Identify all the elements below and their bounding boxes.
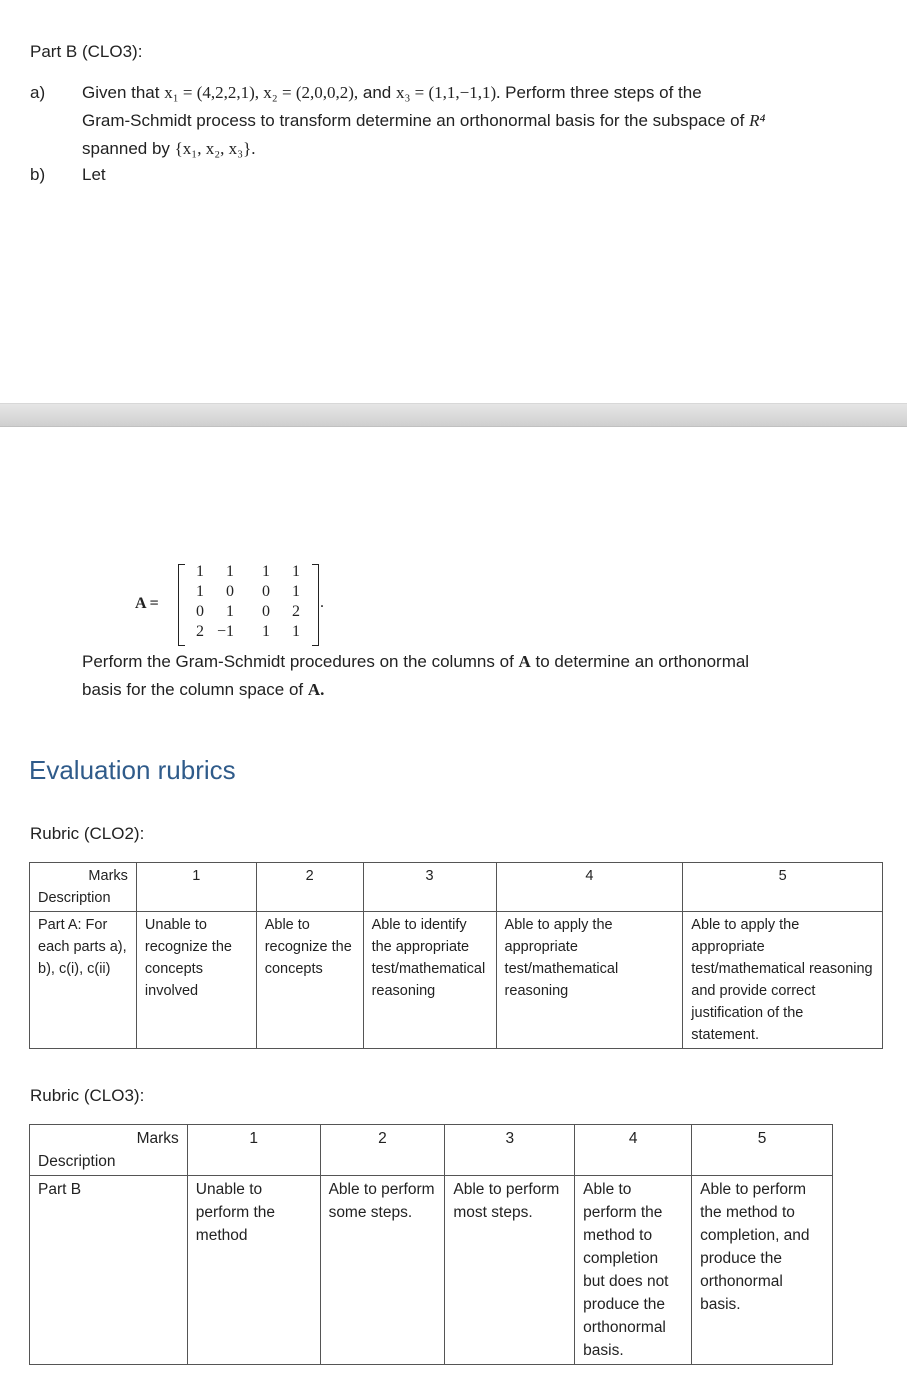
rubric-clo2-mark: 1: [136, 863, 256, 912]
matrix-entry: 1: [262, 563, 270, 580]
rubric-clo2-mark: 2: [256, 863, 363, 912]
rubric-clo3-cell: Unable to perform the method: [187, 1176, 320, 1365]
instruction-line2: [82, 676, 324, 704]
matrix-label: A =: [135, 595, 159, 612]
rubric-clo3-mark: 3: [445, 1125, 575, 1176]
matrix-entry: 2: [196, 623, 204, 640]
matrix-entry: 1: [196, 563, 204, 580]
rubric-clo2-cell: Able to identify the appropriate test/mathematical reasoning: [363, 912, 496, 1049]
item-a-line1-pre: Given that: [82, 83, 165, 102]
rubric-clo2-cell: Able to recognize the concepts: [256, 912, 363, 1049]
matrix-entry: −1: [216, 623, 234, 640]
rubric-clo2-row-label: Part A: For each parts a), b), c(i), c(ii): [30, 912, 137, 1049]
rubric-clo2-title: Rubric (CLO2):: [30, 824, 145, 843]
rubric-clo3-title: Rubric (CLO3):: [30, 1086, 145, 1105]
matrix-entry: 1: [226, 603, 234, 620]
matrix-entry: 1: [292, 583, 300, 600]
rubric-clo3-cell: Able to perform the method to completion, and produce the orthonormal basis.: [692, 1176, 833, 1365]
matrix-entry: 0: [226, 583, 234, 600]
matrix-right-bracket: [312, 564, 319, 646]
item-a-and: and: [358, 83, 396, 102]
matrix-entry: 1: [262, 623, 270, 640]
instruction-matrix-a-2: A.: [307, 680, 325, 699]
evaluation-rubrics-heading: Evaluation rubrics: [29, 755, 236, 785]
rubric-clo2-header-row: [30, 863, 883, 912]
rubric-clo2-header-cell: [30, 863, 137, 912]
instruction-line2-pre: basis for the column space of: [82, 680, 308, 699]
item-a-label: a): [30, 83, 46, 102]
item-a-line3: [82, 135, 256, 163]
rubric-clo2-header-desc: Description: [38, 890, 111, 906]
item-a-line1-post: Perform three steps of the: [500, 83, 702, 102]
rubric-clo3-mark: 4: [575, 1125, 692, 1176]
rubric-clo3-mark: 1: [187, 1125, 320, 1176]
item-b-label: b): [30, 165, 46, 184]
rubric-clo3-header-desc: Description: [38, 1153, 116, 1170]
matrix-entry: 2: [292, 603, 300, 620]
rubric-clo3-header-marks: Marks: [136, 1130, 179, 1147]
rubric-clo2-header-marks: Marks: [88, 868, 128, 884]
instruction-line1: [82, 648, 749, 676]
rubric-clo3-cell: Able to perform the method to completion but does not produce the orthonormal basis.: [575, 1176, 692, 1365]
item-a-line2: [82, 107, 765, 135]
page-separator-bar: [0, 403, 907, 427]
instruction-line1-pre: Perform the Gram-Schmidt procedures on the columns of: [82, 652, 519, 671]
rubric-clo3-cell: Able to perform most steps.: [445, 1176, 575, 1365]
item-a-vectors-2: x₃ = (1,1,−1,1).: [395, 83, 501, 102]
rubric-clo2-cell: Able to apply the appropriate test/mathematical reasoning: [496, 912, 683, 1049]
rubric-clo2-table: [29, 862, 883, 1049]
rubric-clo3-header-row: [30, 1125, 833, 1176]
matrix-entry: 1: [292, 563, 300, 580]
part-b-title: Part B (CLO3):: [30, 42, 143, 61]
matrix-a: [176, 562, 326, 646]
matrix-entry: 0: [262, 603, 270, 620]
matrix-entry: 1: [196, 583, 204, 600]
rubric-clo3-header-cell: [30, 1125, 188, 1176]
rubric-clo3-mark: 2: [320, 1125, 445, 1176]
rubric-clo2-mark: 5: [683, 863, 883, 912]
matrix-entry: 1: [292, 623, 300, 640]
rubric-clo2-mark: 4: [496, 863, 683, 912]
rubric-clo3-criteria-row: [30, 1176, 833, 1365]
rubric-clo3-cell: Able to perform some steps.: [320, 1176, 445, 1365]
item-a-line3-pre: spanned by: [82, 139, 175, 158]
instruction-line1-post: to determine an orthonormal: [530, 652, 750, 671]
rubric-clo3-table: [29, 1124, 833, 1365]
rubric-clo3-mark: 5: [692, 1125, 833, 1176]
item-b-text: Let: [82, 165, 106, 184]
item-a-line1: [82, 79, 702, 107]
item-a-vectors-1: x₁ = (4,2,2,1), x₂ = (2,0,0,2),: [164, 83, 359, 102]
rubric-clo2-cell: Unable to recognize the concepts involved: [136, 912, 256, 1049]
rubric-clo3-row-label: Part B: [30, 1176, 188, 1365]
item-a-r4: R⁴: [749, 111, 766, 130]
instruction-matrix-a: A: [518, 652, 531, 671]
rubric-clo2-criteria-row: [30, 912, 883, 1049]
matrix-entry: 1: [226, 563, 234, 580]
matrix-entry: 0: [262, 583, 270, 600]
item-a-span-set: {x₁, x₂, x₃}.: [174, 139, 256, 158]
rubric-clo2-cell: Able to apply the appropriate test/mathematical reasoning and provide correct justification of the statement.: [683, 912, 883, 1049]
matrix-entry: 0: [196, 603, 204, 620]
item-a-line2-text: Gram-Schmidt process to transform determine an orthonormal basis for the subspace of: [82, 111, 750, 130]
rubric-clo2-mark: 3: [363, 863, 496, 912]
matrix-trailing-period: .: [320, 594, 324, 611]
